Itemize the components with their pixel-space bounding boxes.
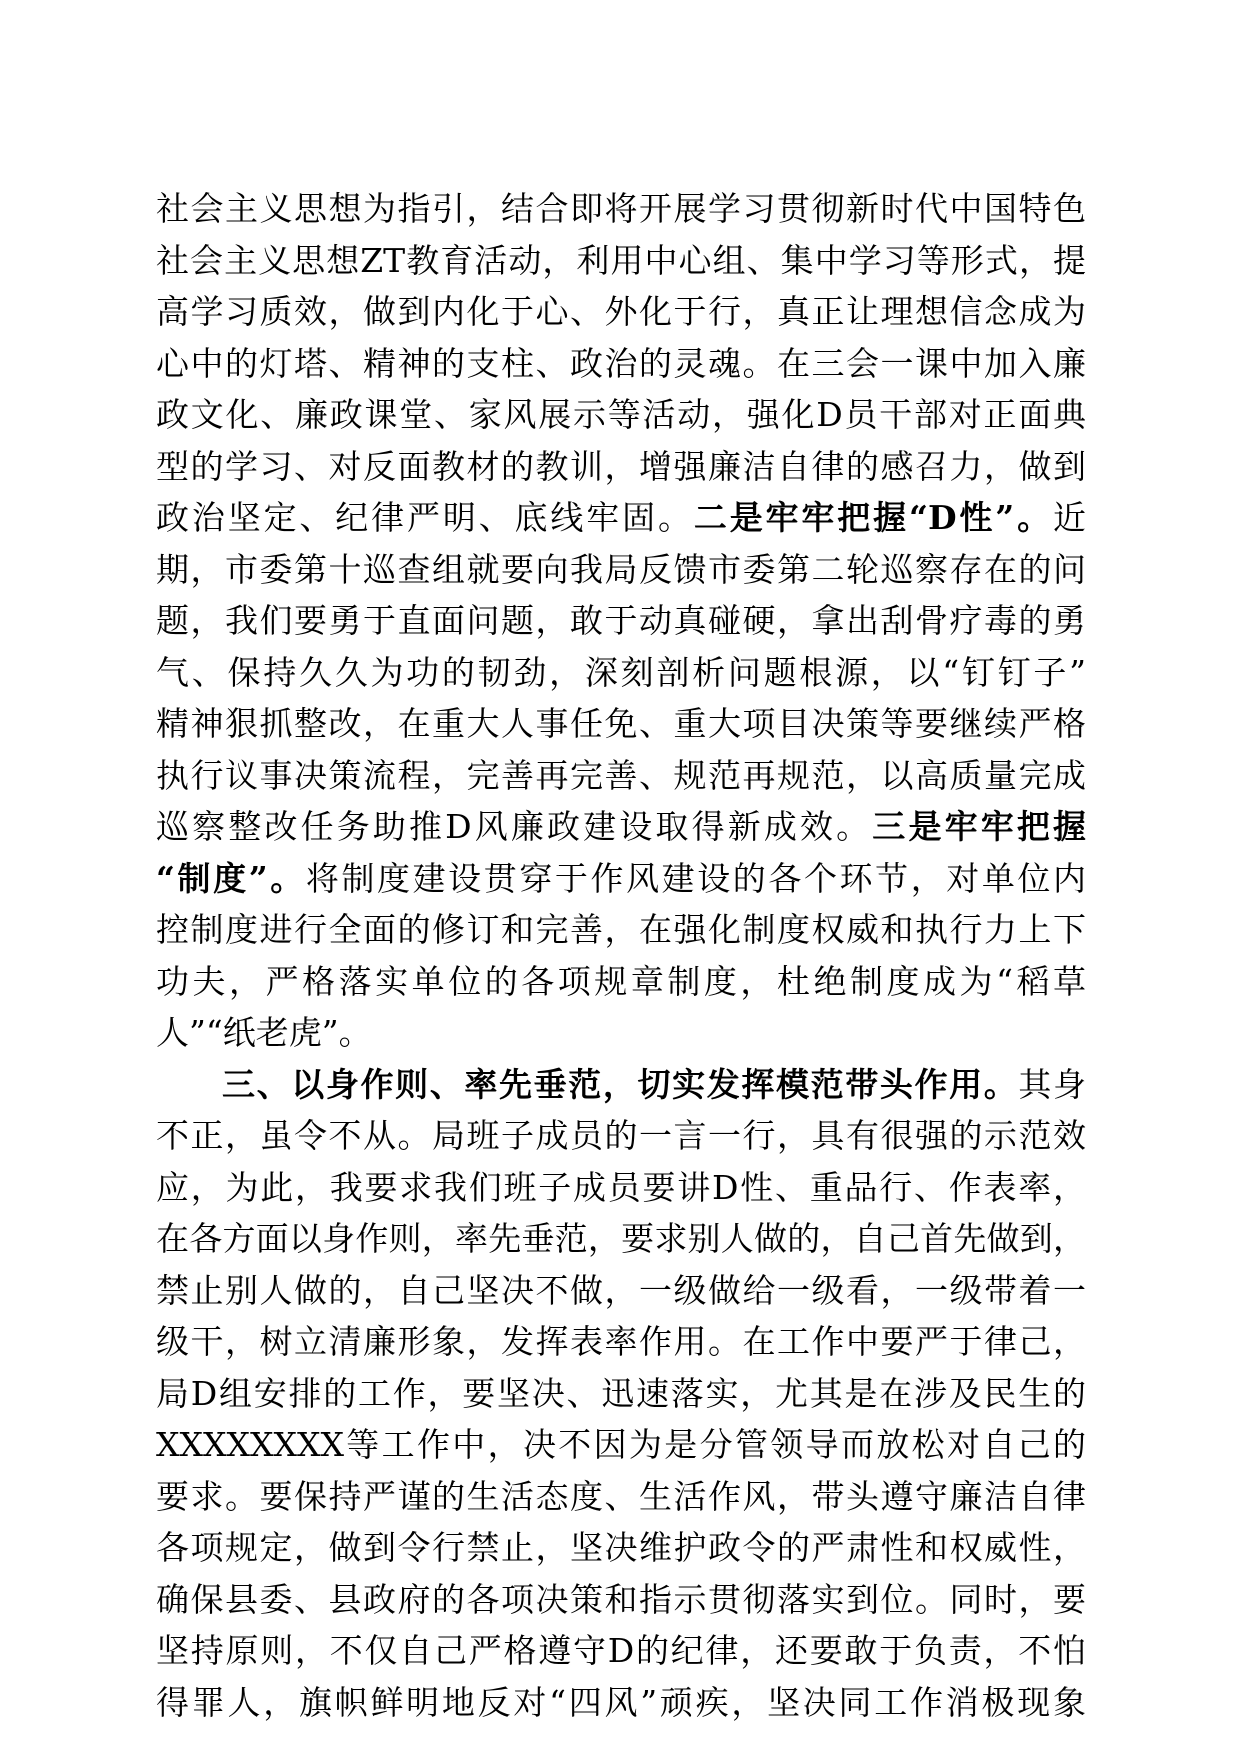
section-heading-three: 三、以身作则、率先垂范，切实发挥模范带头作用。 [222,1064,1019,1104]
paragraph-lead-by-example [156,1059,1086,1729]
text-line [156,1368,1086,1420]
text-line [156,1265,1086,1317]
text-run: 不正，虽令不从。局班子成员的一言一行，具有很强的示范效 [156,1116,1086,1155]
text-run: 型的学习、对反面教材的教训，增强廉洁自律的感召力，做到 [156,446,1086,486]
text-run: 确保县委、县政府的各项决策和指示贯彻落实到位。同时，要 [156,1579,1086,1619]
text-line [156,1574,1086,1626]
text-run: XXXXXXXX等工作中，决不因为是分管领导而放松对自己的 [156,1425,1086,1464]
text-line [156,647,1086,699]
text-line [156,1007,1086,1059]
text-line [156,1162,1086,1214]
text-line [156,441,1086,493]
paragraph-party-discipline [156,183,1086,1059]
text-run: 各项规定，做到令行禁止，坚决维护政令的严肃性和权威性， [156,1528,1086,1567]
text-run: 功夫，严格落实单位的各项规章制度，杜绝制度成为“稻草 [156,961,1086,1001]
text-run: 期，市委第十巡查组就要向我局反馈市委第二轮巡察存在的问 [156,549,1086,589]
text-line [156,286,1086,338]
text-line [156,1522,1086,1574]
text-line [156,1110,1086,1162]
text-run: 禁止别人做的，自己坚决不做，一级做给一级看，一级带着一 [156,1270,1086,1310]
text-run: 心中的灯塔、精神的支柱、政治的灵魂。在三会一课中加入廉 [156,343,1086,383]
text-line [156,1316,1086,1368]
text-run: 高学习质效，做到内化于心、外化于行，真正让理想信念成为 [156,292,1086,331]
text-run: 坚持原则，不仅自己严格遵守D的纪律，还要敢于负责，不怕 [156,1631,1086,1670]
document-body [156,183,1086,1728]
text-run: 将制度建设贯穿于作风建设的各个环节，对单位内 [305,858,1086,898]
text-line [156,956,1086,1008]
text-line [156,595,1086,647]
text-run: 题，我们要勇于直面问题，敢于动真碰硬，拿出刮骨疗毒的勇 [156,601,1086,640]
text-run: 控制度进行全面的修订和完善，在强化制度权威和执行力上下 [156,910,1086,949]
text-run: 社会主义思想ZT教育活动，利用中心组、集中学习等形式，提 [156,240,1086,280]
bold-heading-party-spirit: 二是牢牢把握“D性”。 [693,498,1053,537]
text-run: 要求。要保持严谨的生活态度、生活作风，带头遵守廉洁自律 [156,1476,1086,1516]
text-run: 巡察整改任务助推D风廉政建设取得新成效。 [156,807,873,846]
text-line [156,904,1086,956]
text-run: 精神狠抓整改，在重大人事任免、重大项目决策等要继续严格 [156,704,1086,743]
text-run: 在各方面以身作则，率先垂范，要求别人做的，自己首先做到， [156,1219,1086,1258]
text-run: 执行议事决策流程，完善再完善、规范再规范，以高质量完成 [156,755,1086,795]
text-line [156,1059,1086,1111]
text-line [156,338,1086,390]
text-run: 应，为此，我要求我们班子成员要讲D性、重品行、作表率， [156,1167,1086,1207]
text-line [156,544,1086,596]
text-run: 其身 [1018,1064,1086,1104]
text-run: 近 [1053,498,1086,537]
text-line [156,698,1086,750]
text-run: 级干，树立清廉形象，发挥表率作用。在工作中要严于律己， [156,1322,1086,1361]
text-run: 人”“纸老虎”。 [156,1013,372,1052]
text-run: 局D组安排的工作，要坚决、迅速落实，尤其是在涉及民生的 [156,1373,1086,1413]
text-line [156,1677,1086,1729]
text-line [156,183,1086,235]
text-line [156,853,1086,905]
text-run: 得罪人，旗帜鲜明地反对“四风”顽疾，坚决同工作消极现象 [156,1682,1086,1722]
text-line [156,1625,1086,1677]
text-run: 气、保持久久为功的韧劲，深刻剖析问题根源，以“钉钉子” [156,652,1086,692]
text-run: 政文化、廉政课堂、家风展示等活动，强化D员干部对正面典 [156,395,1086,434]
text-line [156,1213,1086,1265]
text-line [156,801,1086,853]
bold-heading-system: 三是牢牢把握 [872,807,1087,846]
text-line [156,389,1086,441]
text-line [156,1471,1086,1523]
text-run: 政治坚定、纪律严明、底线牢固。 [156,498,694,537]
text-line [156,492,1086,544]
text-line [156,1419,1086,1471]
bold-heading-system-cont: “制度”。 [156,858,306,898]
text-line [156,235,1086,287]
text-run: 社会主义思想为指引，结合即将开展学习贯彻新时代中国特色 [156,189,1086,228]
text-line [156,750,1086,802]
